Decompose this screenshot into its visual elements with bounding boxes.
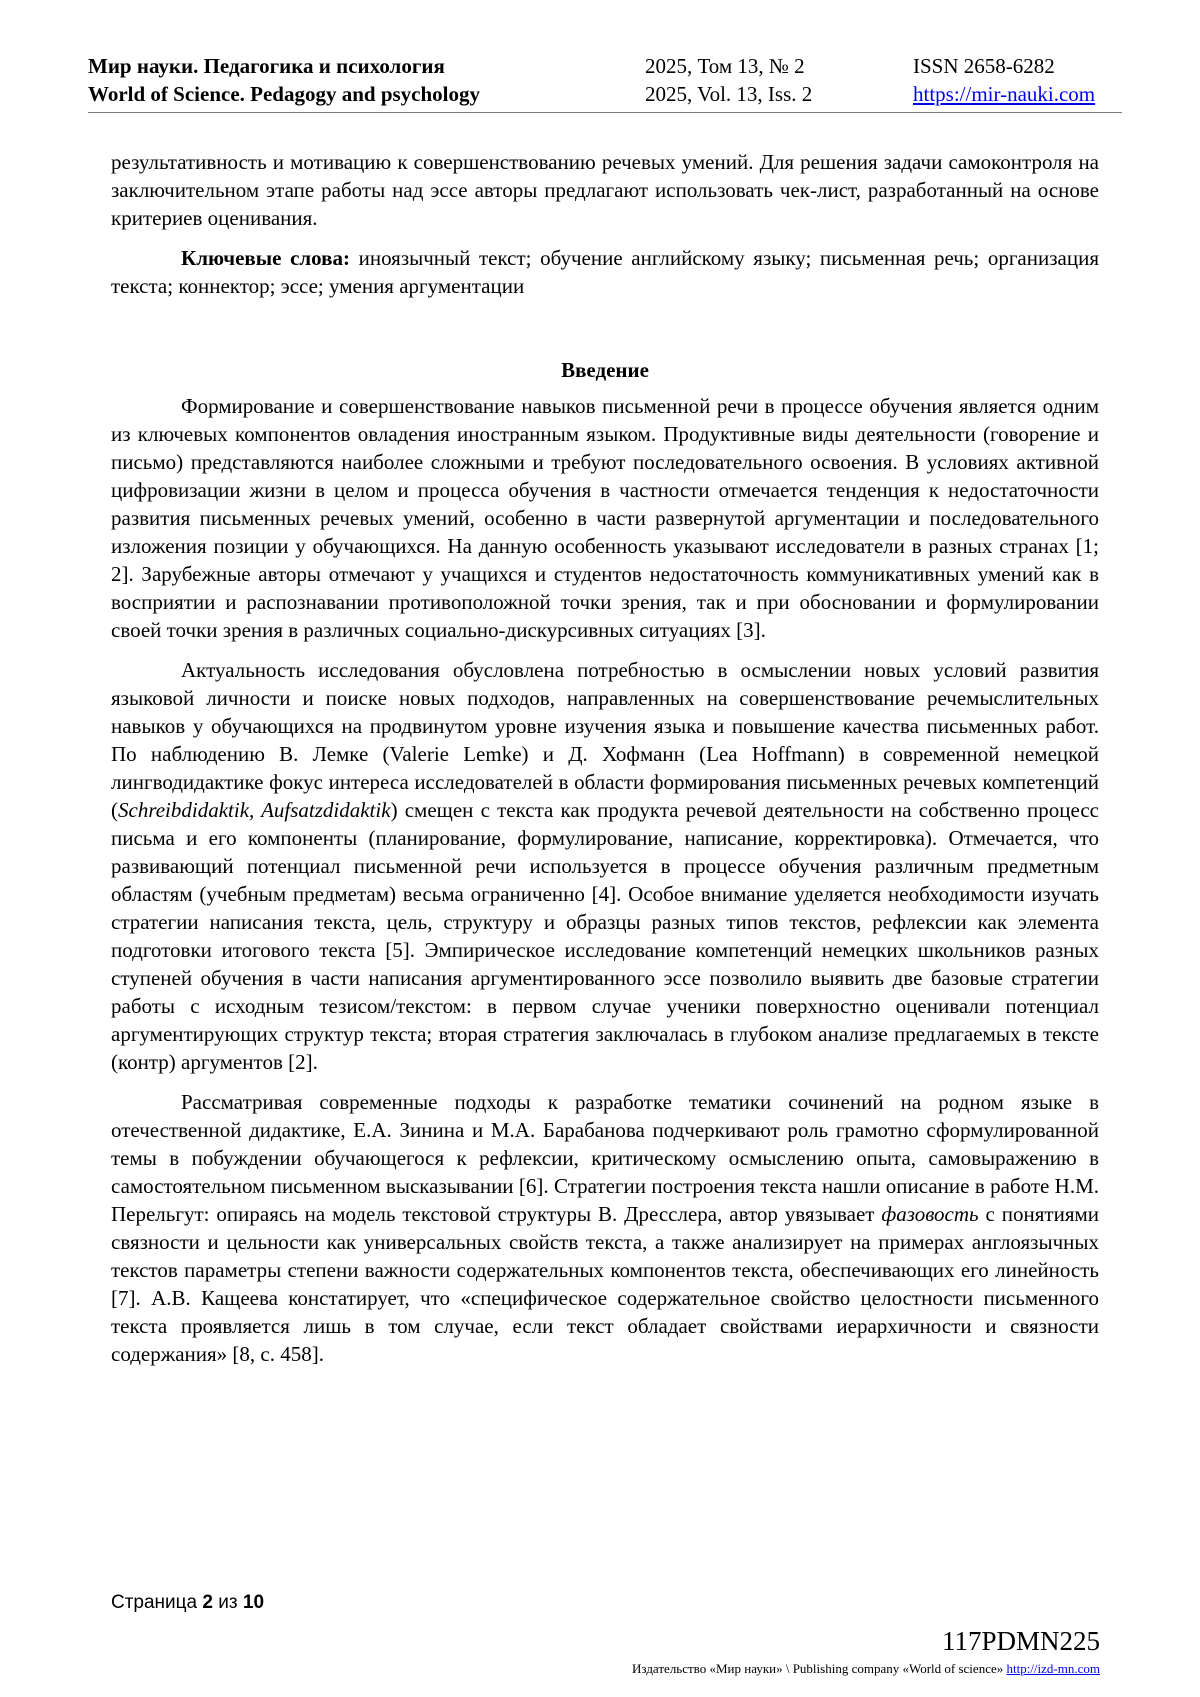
issn-block bbox=[913, 52, 1095, 108]
paragraph-2-part-a: Актуальность исследования обусловлена потребностью в осмыслении новых условий развития языковой личности и поиске новых подходов, направленных на совершенствование речемыслительных навыков у обучающихся на продвинутом уровне изучения языка и повышение качества письменных работ. По наблюдению В. Лемке (Valerie Lemke) и Д. Хофманн (Lea Hoffmann) в современной немецкой лингводидактике фокус интереса исследователей в области формирования письменных речевых компетенций ( bbox=[111, 658, 1099, 822]
paragraph-3 bbox=[111, 1088, 1099, 1368]
paragraph-2-part-b: ) смещен с текста как продукта речевой деятельности на собственно процесс письма и его компоненты (планирование, формулирование, написание, корректировка). Отмечается, что развивающий потенциал письменной речи используется в процессе обучения различным предметным областям (учебным предметам) весьма ограниченно [4]. Особое внимание уделяется необходимости изучать стратегии написания текста, цель, структуру и образцы разных типов текстов, рефлексии как элемента подготовки итогового текста [5]. Эмпирическое исследование компетенций немецких школьников разных ступеней обучения в части написания аргументированного эссе позволило выявить две базовые стратегии работы с исходным тезисом/текстом: в первом случае ученики поверхностно оценивали потенциал аргументирующих структур текста; вторая стратегия заключалась в глубоком анализе предлагаемых в тексте (контр) аргументов [2]. bbox=[111, 798, 1100, 1074]
section-heading: Введение bbox=[561, 358, 649, 382]
article-code: 117PDMN225 bbox=[941, 1626, 1100, 1656]
paragraph-2 bbox=[111, 656, 1099, 1076]
page-separator: из bbox=[212, 1592, 243, 1613]
journal-title-ru: Мир науки. Педагогика и психология bbox=[88, 54, 445, 78]
page-current: 2 bbox=[202, 1592, 213, 1613]
paragraph-3-italic: фазовость bbox=[881, 1202, 979, 1226]
journal-title-en: World of Science. Pedagogy and psychology bbox=[88, 82, 481, 106]
publisher-link[interactable]: http://izd-mn.com bbox=[1006, 1661, 1100, 1676]
page-total: 10 bbox=[242, 1592, 265, 1613]
issue-info bbox=[645, 52, 812, 108]
issn: ISSN 2658-6282 bbox=[913, 54, 1055, 78]
paragraph-2-italic: Schreibdidaktik, Aufsatzdidaktik bbox=[118, 798, 391, 822]
article-body bbox=[111, 148, 1099, 1368]
keywords-label: Ключевые слова: bbox=[181, 246, 350, 270]
journal-header bbox=[88, 52, 1122, 112]
paragraph-1: Формирование и совершенствование навыков письменной речи в процессе обучения является одним из ключевых компонентов овладения иностранным языком. Продуктивные виды деятельности (говорение и письмо) представляются наиболее сложными и требуют последовательного освоения. В условиях активной цифровизации жизни в целом и процесса обучения в частности отмечается тенденция к недостаточности развития письменных речевых умений, особенно в части развернутой аргументации и последовательного изложения позиции у обучающихся. На данную особенность указывают исследователи в разных странах [1; 2]. Зарубежные авторы отмечают у учащихся и студентов недостаточность коммуникативных умений как в восприятии и распознавании противоположной точки зрения, так и при обосновании и формулировании своей точки зрения в различных социально-дискурсивных ситуациях [3]. bbox=[111, 394, 1099, 642]
issue-ru: 2025, Том 13, № 2 bbox=[645, 54, 805, 78]
journal-title bbox=[88, 52, 480, 108]
paragraph-3-part-a: Рассматривая современные подходы к разработке тематики сочинений на родном языке в отечественной дидактике, Е.А. Зинина и М.А. Барабанова подчеркивают роль грамотно сформулированной темы в побуждении обучающегося к рефлексии, критическому осмыслению опыта, самовыражению в самостоятельном письменном высказывании [6]. Стратегии построения текста нашли описание в работе Н.М. Перельгут: опираясь на модель текстовой структуры В. Дресслера, автор увязывает bbox=[111, 1090, 1099, 1226]
journal-link[interactable]: https://mir-nauki.com bbox=[913, 82, 1096, 106]
header-divider bbox=[88, 112, 1122, 113]
paragraph-3-part-b: с понятиями связности и цельности как универсальных свойств текста, а также анализирует на примерах англоязычных текстов параметры степени важности содержательных компонентов текста, обеспечивающих его линейность [7]. А.В. Кащеева констатирует, что «специфическое содержательное свойство целостности письменного текста проявляется лишь в том случае, если текст обладает свойствами иерархичности и связности содержания» [8, с. 458]. bbox=[111, 1202, 1100, 1366]
publisher-line bbox=[632, 1661, 1100, 1677]
publisher-text: Издательство «Мир науки» \ Publishing company «World of science» bbox=[632, 1661, 1007, 1676]
abstract-end: результативность и мотивацию к совершенствованию речевых умений. Для решения задачи самоконтроля на заключительном этапе работы над эссе авторы предлагают использовать чек-лист, разработанный на основе критериев оценивания. bbox=[111, 150, 1099, 230]
page-prefix: Страница bbox=[111, 1592, 203, 1613]
issue-en: 2025, Vol. 13, Iss. 2 bbox=[645, 82, 813, 106]
keywords bbox=[111, 244, 1099, 300]
page-number bbox=[111, 1592, 264, 1614]
keywords-text: иноязычный текст; обучение английскому языку; письменная речь; организация текста; коннектор; эссе; умения аргументации bbox=[111, 246, 1099, 298]
